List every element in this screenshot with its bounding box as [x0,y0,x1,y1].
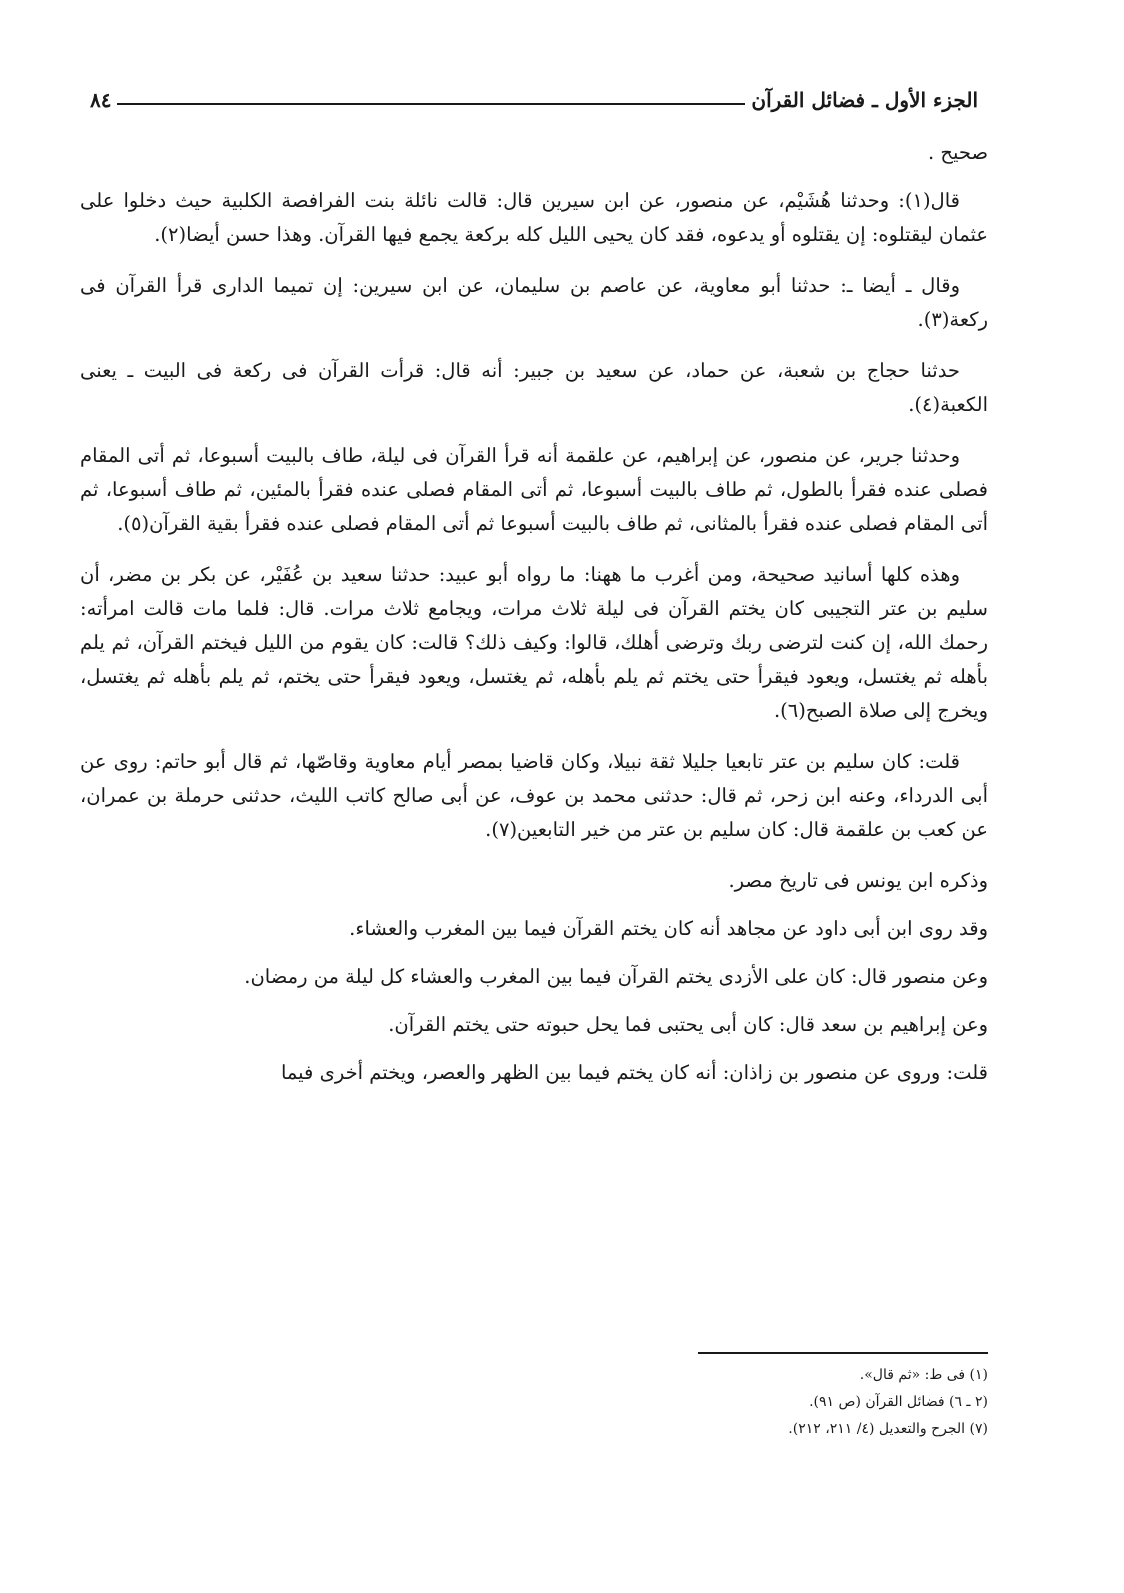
paragraph: قلت: كان سليم بن عتر تابعيا جليلا ثقة نبيلا، وكان قاضيا بمصر أيام معاوية وقاصّها، ثم قال أبو حاتم: روى عن أبى الدرداء، وعنه ابن زحر، ثم قال: حدثنى محمد بن عوف، عن أبى صالح كاتب الليث، حدثنى حرملة بن عمران، عن كعب بن علقمة قال: كان سليم بن عتر من خير التابعين(٧). [80,750,988,841]
paragraph: وهذه كلها أسانيد صحيحة، ومن أغرب ما ههنا: ما رواه أبو عبيد: حدثنا سعيد بن عُفَيْر، عن بكر بن مضر، أن سليم بن عتر التجيبى كان يختم القرآن فى ليلة ثلاث مرات، ويجامع ثلاث مرات. قال: فلما مات قالت امرأته: رحمك الله، إن كنت لترضى ربك وترضى أهلك، قالوا: وكيف ذلك؟ قالت: كان يقوم من الليل فيختم القرآن، ثم يلم بأهله ثم يغتسل، ويعود فيقرأ حتى يختم ثم يلم بأهله، ثم يغتسل، ويعود فيقرأ حتى يختم، ثم يلم بأهله ثم يغتسل، ويخرج إلى صلاة الصبح(٦). [80,563,988,722]
page-number: ٨٤ [90,88,112,112]
paragraph: وحدثنا جرير، عن منصور، عن إبراهيم، عن علقمة أنه قرأ القرآن فى ليلة، طاف بالبيت أسبوعا، ثم أتى المقام فصلى عنده فقرأ بالطول، ثم طاف بالبيت أسبوعا، ثم أتى المقام فصلى عنده فقرأ بالمئين، ثم طاف أسبوعا، ثم أتى المقام فصلى عنده فقرأ بالمثانى، ثم طاف بالبيت أسبوعا ثم أتى المقام فصلى عنده فقرأ بقية القرآن(٥). [80,444,988,535]
footnote: (١) فى ط: «ثم قال». [859,1367,988,1383]
header-rule [117,103,745,105]
footnote: (٢ ـ ٦) فضائل القرآن (ص ٩١). [809,1394,988,1410]
paragraph: وقد روى ابن أبى داود عن مجاهد أنه كان يختم القرآن فيما بين المغرب والعشاء. [349,917,988,940]
footnote: (٧) الجرح والتعديل (٤/ ٢١١، ٢١٢). [788,1421,988,1437]
running-header [80,82,988,118]
footnote-rule [698,1352,988,1354]
paragraph: وعن منصور قال: كان على الأزدى يختم القرآن فيما بين المغرب والعشاء كل ليلة من رمضان. [244,965,988,988]
paragraph: قلت: وروى عن منصور بن زاذان: أنه كان يختم فيما بين الظهر والعصر، ويختم أخرى فيما [280,1061,988,1084]
paragraph: حدثنا حجاج بن شعبة، عن حماد، عن سعيد بن جبير: أنه قال: قرأت القرآن فى ركعة فى البيت ـ يعنى الكعبة(٤). [80,359,988,416]
header-title: الجزء الأول ـ فضائل القرآن [751,88,978,112]
paragraph: وقال ـ أيضا ـ: حدثنا أبو معاوية، عن عاصم بن سليمان، عن ابن سيرين: إن تميما الدارى قرأ القرآن فى ركعة(٣). [80,274,988,331]
paragraph: قال(١): وحدثنا هُشَيْم، عن منصور، عن ابن سيرين قال: قالت نائلة بنت الفرافصة الكلبية حيث دخلوا على عثمان ليقتلوه: إن يقتلوه أو يدعوه، فقد كان يحيى الليل كله بركعة يجمع فيها القرآن. وهذا حسن أيضا(٢). [80,189,988,246]
footnotes [80,1362,988,1443]
main-text [80,136,988,1090]
book-page [80,72,988,1552]
paragraph: وعن إبراهيم بن سعد قال: كان أبى يحتبى فما يحل حبوته حتى يختم القرآن. [388,1013,988,1036]
paragraph: وذكره ابن يونس فى تاريخ مصر. [728,869,988,892]
paragraph: صحيح . [927,141,988,164]
